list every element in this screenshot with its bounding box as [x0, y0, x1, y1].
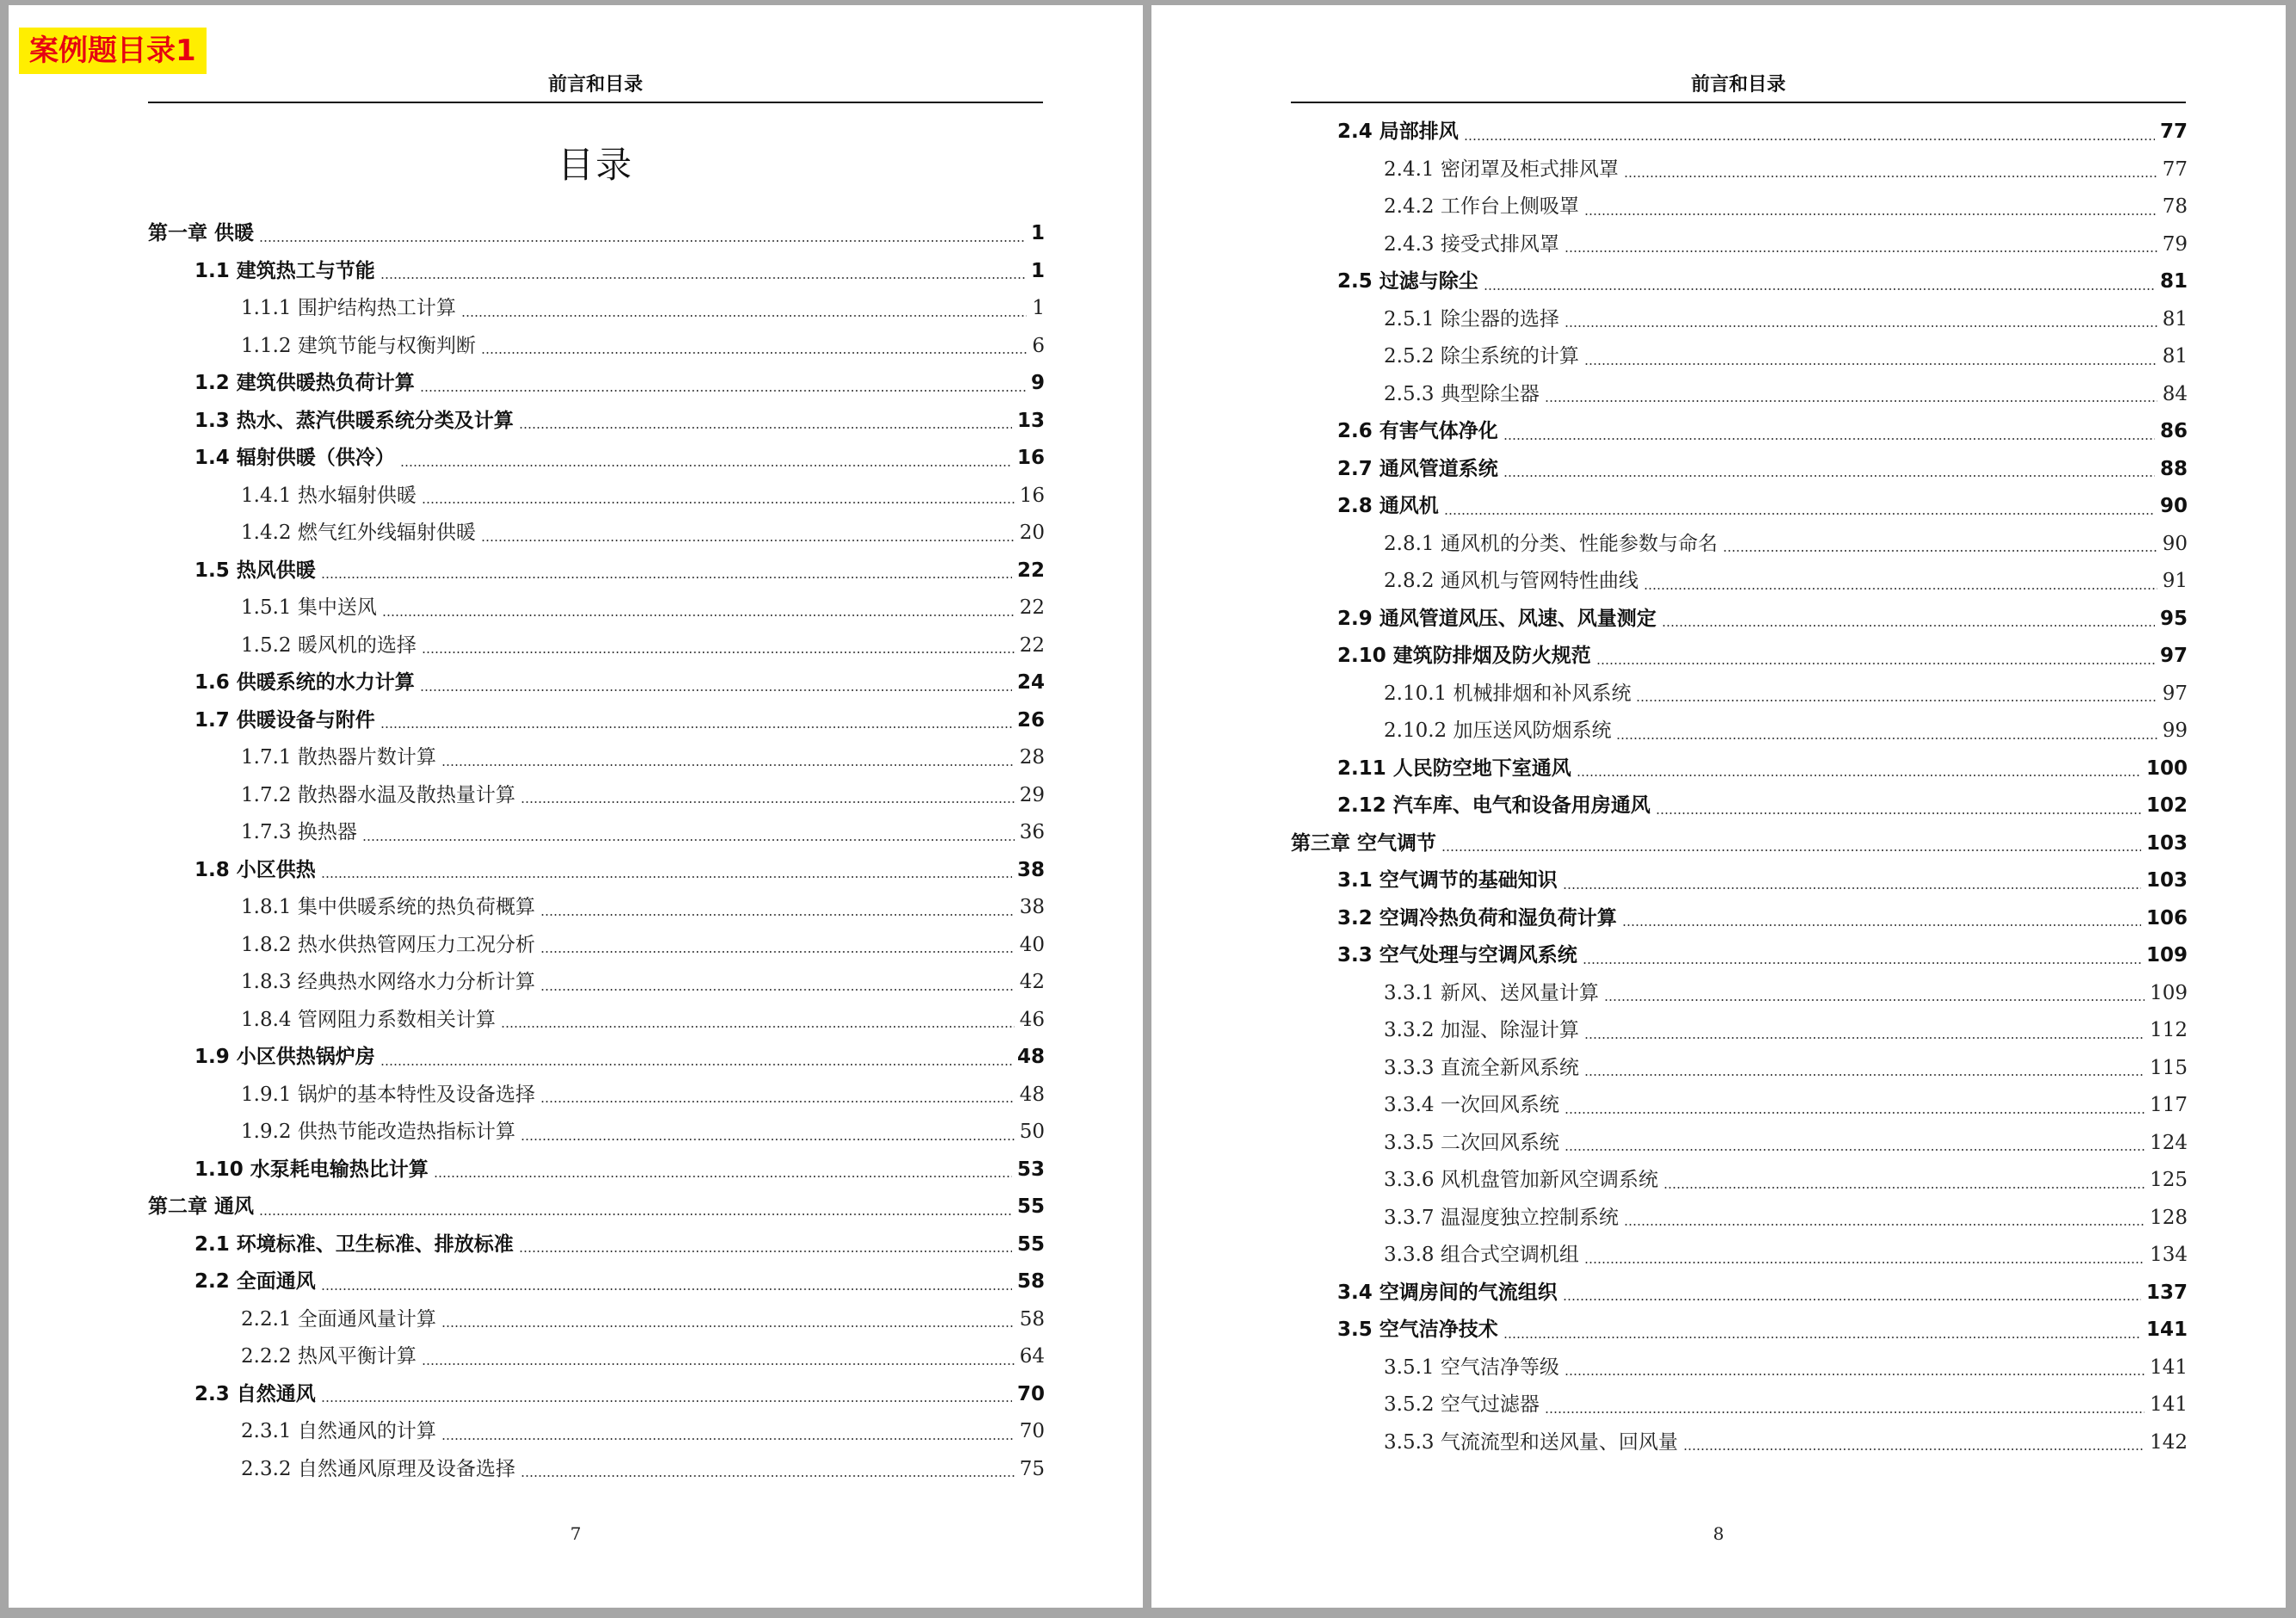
- toc-entry-label: 2.5 过滤与除尘: [1337, 270, 1478, 293]
- toc-entry-page: 117: [2150, 1094, 2188, 1116]
- dot-leader: [1622, 924, 2141, 926]
- toc-chapter-entry[interactable]: [148, 215, 1045, 253]
- toc-entry-page: 55: [1016, 1195, 1045, 1218]
- toc-entry-label: 3.3.2 加湿、除湿计算: [1384, 1019, 1579, 1041]
- toc-entry-label: 2.4.2 工作台上侧吸罩: [1384, 195, 1579, 218]
- toc-subsection-entry[interactable]: [148, 739, 1045, 777]
- dot-leader: [321, 1288, 1012, 1290]
- toc-subsection-entry[interactable]: [1291, 1162, 2188, 1200]
- toc-entry-label: 3.5 空气洁净技术: [1337, 1318, 1498, 1341]
- toc-entry-page: 77: [2162, 157, 2188, 181]
- toc-section-entry[interactable]: [1291, 937, 2188, 975]
- toc-section-entry[interactable]: [1291, 787, 2188, 825]
- dot-leader: [441, 1438, 1015, 1440]
- dot-leader: [1503, 475, 2155, 477]
- toc-section-entry[interactable]: [148, 852, 1045, 890]
- toc-entry-label: 2.3.1 自然通风的计算: [241, 1420, 436, 1442]
- toc-subsection-entry[interactable]: [148, 889, 1045, 927]
- dot-leader: [540, 914, 1015, 916]
- toc-entry-label: 3.3.5 二次回风系统: [1384, 1131, 1559, 1154]
- dot-leader: [501, 1026, 1015, 1028]
- toc-section-entry[interactable]: [148, 702, 1045, 740]
- toc-entry-label: 1.4 辐射供暖（供冷）: [194, 447, 395, 469]
- toc-subsection-entry[interactable]: [1291, 713, 2188, 750]
- toc-subsection-entry[interactable]: [1291, 1386, 2188, 1424]
- toc-subsection-entry[interactable]: [1291, 1424, 2188, 1462]
- toc-entry-label: 2.4 局部排风: [1337, 120, 1459, 143]
- toc-subsection-entry[interactable]: [148, 1002, 1045, 1040]
- toc-entry-page: 22: [1019, 633, 1045, 657]
- toc-entry-page: 109: [2150, 981, 2188, 1004]
- dot-leader: [519, 427, 1012, 429]
- toc-entry-label: 1.1 建筑热工与节能: [194, 259, 375, 282]
- toc-entry-page: 38: [1019, 896, 1045, 918]
- toc-entry-label: 1.9.1 锅炉的基本特性及设备选择: [241, 1083, 535, 1106]
- toc-entry-page: 53: [1016, 1158, 1045, 1181]
- toc-subsection-entry[interactable]: [148, 290, 1045, 328]
- dot-leader: [1636, 700, 2157, 701]
- toc-entry-label: 1.1.2 建筑节能与权衡判断: [241, 334, 476, 357]
- toc-section-entry[interactable]: [148, 664, 1045, 702]
- toc-entry-label: 1.5 热风供暖: [194, 559, 316, 582]
- dot-leader: [461, 315, 1028, 317]
- toc-section-entry[interactable]: [148, 1039, 1045, 1077]
- dot-leader: [441, 764, 1015, 766]
- dot-leader: [1565, 325, 2157, 327]
- toc-subsection-entry[interactable]: [148, 515, 1045, 553]
- dot-leader: [1503, 438, 2155, 440]
- toc-section-entry[interactable]: [1291, 900, 2188, 938]
- toc-entry-page: 77: [2159, 120, 2188, 143]
- toc-entry-page: 81: [2159, 270, 2188, 293]
- dot-leader: [1604, 999, 2145, 1001]
- toc-section-entry[interactable]: [148, 1376, 1045, 1414]
- toc-entry-page: 58: [1016, 1270, 1045, 1293]
- toc-entry-page: 141: [2150, 1356, 2188, 1379]
- toc-entry-label: 2.8.2 通风机与管网特性曲线: [1384, 570, 1639, 592]
- dot-leader: [321, 1400, 1012, 1402]
- dot-leader: [380, 277, 1026, 279]
- page-number: 7: [570, 1523, 582, 1544]
- toc-subsection-entry[interactable]: [1291, 1087, 2188, 1125]
- toc-section-entry[interactable]: [148, 1152, 1045, 1189]
- toc-entry-page: 1: [1030, 222, 1045, 244]
- dot-leader: [1584, 1037, 2145, 1039]
- toc-entry-page: 24: [1016, 671, 1045, 694]
- dot-leader: [1584, 213, 2157, 215]
- toc-section-entry[interactable]: [1291, 1312, 2188, 1349]
- header-rule: [1291, 102, 2186, 103]
- toc-title: 目录: [557, 144, 633, 186]
- toc-entry-label: 1.7.2 散热器水温及散热量计算: [241, 783, 515, 806]
- toc-entry-page: 28: [1019, 746, 1045, 769]
- toc-subsection-entry[interactable]: [1291, 188, 2188, 226]
- toc-subsection-entry[interactable]: [1291, 151, 2188, 189]
- dot-leader: [382, 614, 1015, 616]
- dot-leader: [422, 652, 1015, 653]
- dot-leader: [521, 1475, 1015, 1477]
- toc-entry-page: 29: [1019, 783, 1045, 806]
- toc-entry-page: 86: [2159, 420, 2188, 442]
- toc-entry-label: 1.8.3 经典热水网络水力分析计算: [241, 971, 535, 993]
- toc-subsection-entry[interactable]: [1291, 1349, 2188, 1387]
- toc-subsection-entry[interactable]: [148, 328, 1045, 366]
- dot-leader: [441, 1325, 1015, 1327]
- dot-leader: [1624, 176, 2157, 177]
- toc-entry-label: 2.5.2 除尘系统的计算: [1384, 345, 1579, 367]
- dot-leader: [1503, 1337, 2141, 1338]
- toc-subsection-entry[interactable]: [148, 1338, 1045, 1376]
- toc-entry-page: 16: [1019, 484, 1045, 507]
- toc-entry-page: 141: [2145, 1318, 2188, 1341]
- left-page: [9, 5, 1143, 1608]
- right-page: [1151, 5, 2286, 1608]
- toc-entry-page: 42: [1019, 971, 1045, 993]
- toc-chapter-entry[interactable]: [1291, 825, 2188, 863]
- toc-entry-page: 22: [1019, 596, 1045, 619]
- toc-entry-label: 2.4.3 接受式排风罩: [1384, 232, 1559, 256]
- toc-entry-label: 3.5.2 空气过滤器: [1384, 1393, 1540, 1416]
- toc-entry-label: 1.9.2 供热节能改造热指标计算: [241, 1121, 515, 1143]
- toc-entry-page: 50: [1019, 1121, 1045, 1143]
- dot-leader: [481, 352, 1028, 354]
- dot-leader: [1441, 849, 2141, 851]
- toc-entry-page: 20: [1019, 522, 1045, 544]
- toc-entry-page: 46: [1019, 1008, 1045, 1031]
- toc-subsection-entry[interactable]: [1291, 1200, 2188, 1238]
- toc-entry-label: 3.3.4 一次回风系统: [1384, 1094, 1559, 1116]
- toc-section-entry[interactable]: [148, 253, 1045, 291]
- toc-entry-label: 2.2.1 全面通风量计算: [241, 1307, 436, 1331]
- toc-section-entry[interactable]: [148, 365, 1045, 403]
- toc-entry-page: 125: [2150, 1169, 2188, 1191]
- toc-entry-page: 70: [1016, 1382, 1045, 1405]
- toc-entry-label: 1.5.1 集中送风: [241, 596, 377, 619]
- toc-section-entry[interactable]: [1291, 451, 2188, 489]
- dot-leader: [1583, 962, 2141, 964]
- toc-entry-page: 88: [2159, 457, 2188, 480]
- toc-entry-page: 134: [2150, 1244, 2188, 1266]
- toc-entry-label: 1.6 供暖系统的水力计算: [194, 671, 415, 694]
- toc-entry-page: 106: [2145, 906, 2188, 929]
- dot-leader: [422, 1363, 1015, 1365]
- toc-subsection-entry[interactable]: [1291, 338, 2188, 376]
- dot-leader: [1545, 400, 2157, 402]
- toc-section-entry[interactable]: [1291, 601, 2188, 639]
- toc-entry-page: 141: [2150, 1393, 2188, 1416]
- toc-entry-label: 1.8.1 集中供暖系统的热负荷概算: [241, 896, 535, 918]
- toc-section-entry[interactable]: [1291, 488, 2188, 526]
- toc-entry-label: 3.3.1 新风、送风量计算: [1384, 981, 1599, 1004]
- toc-subsection-entry[interactable]: [148, 1077, 1045, 1115]
- toc-entry-label: 1.7.3 换热器: [241, 821, 357, 843]
- toc-entry-label: 1.4.2 燃气红外线辐射供暖: [241, 522, 476, 544]
- toc-entry-page: 81: [2162, 307, 2188, 330]
- dot-leader: [521, 1139, 1015, 1140]
- toc-subsection-entry[interactable]: [148, 590, 1045, 627]
- toc-entry-label: 2.2 全面通风: [194, 1270, 316, 1293]
- dot-leader: [1577, 775, 2141, 776]
- dot-leader: [362, 839, 1015, 841]
- toc-entry-label: 2.10.1 机械排烟和补风系统: [1384, 682, 1632, 705]
- toc-subsection-entry[interactable]: [148, 1301, 1045, 1339]
- dot-leader: [1563, 887, 2141, 889]
- toc-list: [1291, 114, 2188, 1461]
- toc-entry-label: 1.7.1 散热器片数计算: [241, 746, 436, 769]
- dot-leader: [1596, 663, 2155, 664]
- dot-leader: [420, 689, 1012, 691]
- dot-leader: [1662, 625, 2155, 627]
- toc-entry-label: 2.3.2 自然通风原理及设备选择: [241, 1457, 515, 1480]
- toc-section-entry[interactable]: [148, 553, 1045, 590]
- dot-leader: [1565, 1374, 2145, 1375]
- header-rule: [148, 102, 1043, 103]
- toc-entry-label: 1.1.1 围护结构热工计算: [241, 297, 456, 319]
- toc-entry-label: 3.1 空气调节的基础知识: [1337, 869, 1558, 892]
- toc-subsection-entry[interactable]: [1291, 563, 2188, 601]
- toc-section-entry[interactable]: [1291, 750, 2188, 788]
- dot-leader: [259, 240, 1026, 242]
- toc-entry-page: 84: [2162, 382, 2188, 405]
- toc-section-entry[interactable]: [148, 403, 1045, 441]
- dot-leader: [1723, 550, 2157, 552]
- toc-entry-label: 1.4.1 热水辐射供暖: [241, 484, 417, 507]
- toc-entry-page: 91: [2162, 570, 2188, 592]
- dot-leader: [380, 1064, 1012, 1065]
- toc-entry-label: 2.4.1 密闭罩及柜式排风罩: [1384, 157, 1619, 181]
- toc-entry-page: 102: [2145, 794, 2188, 817]
- toc-entry-label: 2.9 通风管道风压、风速、风量测定: [1337, 607, 1657, 630]
- toc-entry-label: 1.10 水泵耗电输热比计算: [194, 1158, 429, 1181]
- toc-entry-page: 124: [2150, 1131, 2188, 1154]
- toc-subsection-entry[interactable]: [1291, 301, 2188, 339]
- toc-section-entry[interactable]: [1291, 114, 2188, 151]
- toc-entry-page: 13: [1016, 409, 1045, 432]
- toc-entry-page: 78: [2162, 195, 2188, 218]
- toc-entry-label: 3.2 空调冷热负荷和湿负荷计算: [1337, 906, 1617, 929]
- dot-leader: [1565, 1112, 2145, 1114]
- toc-entry-page: 115: [2150, 1056, 2188, 1079]
- toc-entry-label: 2.10.2 加压送风防烟系统: [1384, 719, 1612, 742]
- dot-leader: [481, 540, 1015, 541]
- toc-section-entry[interactable]: [1291, 862, 2188, 900]
- dot-leader: [1584, 1074, 2145, 1076]
- dot-leader: [321, 577, 1012, 578]
- toc-entry-label: 2.6 有害气体净化: [1337, 420, 1498, 442]
- toc-subsection-entry[interactable]: [148, 777, 1045, 815]
- dot-leader: [1644, 588, 2157, 590]
- toc-subsection-entry[interactable]: [148, 964, 1045, 1002]
- toc-entry-page: 36: [1019, 821, 1045, 843]
- toc-subsection-entry[interactable]: [1291, 1012, 2188, 1050]
- toc-entry-page: 9: [1030, 372, 1045, 394]
- toc-entry-label: 2.5.1 除尘器的选择: [1384, 307, 1559, 330]
- toc-entry-label: 第一章 供暖: [148, 222, 255, 244]
- toc-entry-page: 81: [2162, 345, 2188, 367]
- toc-entry-label: 1.3 热水、蒸汽供暖系统分类及计算: [194, 409, 514, 432]
- toc-entry-page: 26: [1016, 708, 1045, 732]
- toc-entry-label: 1.7 供暖设备与附件: [194, 708, 375, 732]
- toc-entry-page: 112: [2150, 1019, 2188, 1041]
- toc-entry-label: 1.8 小区供热: [194, 858, 316, 881]
- dot-leader: [434, 1176, 1012, 1177]
- toc-entry-page: 95: [2159, 607, 2188, 630]
- toc-section-entry[interactable]: [1291, 1275, 2188, 1312]
- dot-leader: [540, 989, 1015, 991]
- toc-list: [148, 215, 1045, 1488]
- toc-entry-label: 2.3 自然通风: [194, 1382, 316, 1405]
- toc-subsection-entry[interactable]: [1291, 1050, 2188, 1088]
- toc-entry-label: 1.2 建筑供暖热负荷计算: [194, 372, 415, 394]
- toc-entry-label: 2.10 建筑防排烟及防火规范: [1337, 645, 1591, 667]
- toc-subsection-entry[interactable]: [148, 478, 1045, 516]
- toc-entry-label: 1.5.2 暖风机的选择: [241, 633, 417, 657]
- page-number: 8: [1713, 1523, 1725, 1544]
- dot-leader: [1663, 1187, 2145, 1189]
- toc-entry-label: 2.8.1 通风机的分类、性能参数与命名: [1384, 532, 1718, 555]
- toc-entry-label: 2.1 环境标准、卫生标准、排放标准: [194, 1232, 514, 1256]
- toc-entry-page: 109: [2145, 944, 2188, 966]
- toc-entry-page: 137: [2145, 1281, 2188, 1304]
- dot-leader: [1444, 513, 2155, 515]
- toc-entry-label: 1.8.2 热水供热管网压力工况分析: [241, 933, 535, 956]
- dot-leader: [1584, 363, 2157, 365]
- toc-subsection-entry[interactable]: [1291, 526, 2188, 564]
- toc-entry-page: 90: [2162, 532, 2188, 555]
- toc-entry-label: 1.9 小区供热锅炉房: [194, 1046, 375, 1068]
- dot-leader: [1616, 738, 2157, 739]
- toc-subsection-entry[interactable]: [1291, 1125, 2188, 1163]
- dot-leader: [540, 951, 1015, 953]
- toc-subsection-entry[interactable]: [148, 1114, 1045, 1152]
- toc-section-entry[interactable]: [1291, 413, 2188, 451]
- dot-leader: [1563, 1299, 2141, 1300]
- toc-entry-label: 1.8.4 管网阻力系数相关计算: [241, 1008, 496, 1031]
- toc-entry-label: 3.3.3 直流全新风系统: [1384, 1056, 1579, 1079]
- toc-entry-page: 1: [1032, 297, 1045, 319]
- toc-entry-label: 3.3.8 组合式空调机组: [1384, 1244, 1579, 1266]
- toc-entry-page: 6: [1032, 334, 1045, 357]
- toc-entry-page: 40: [1019, 933, 1045, 956]
- toc-subsection-entry[interactable]: [148, 814, 1045, 852]
- toc-entry-label: 2.11 人民防空地下室通风: [1337, 757, 1571, 780]
- case-index-badge: 案例题目录1: [19, 28, 207, 74]
- toc-entry-page: 79: [2162, 232, 2188, 256]
- toc-entry-label: 3.5.1 空气洁净等级: [1384, 1356, 1559, 1379]
- toc-entry-page: 99: [2162, 719, 2188, 742]
- dot-leader: [521, 801, 1015, 803]
- toc-section-entry[interactable]: [148, 1226, 1045, 1264]
- toc-subsection-entry[interactable]: [1291, 376, 2188, 414]
- dot-leader: [1484, 288, 2155, 290]
- toc-section-entry[interactable]: [148, 440, 1045, 478]
- dot-leader: [1624, 1224, 2145, 1226]
- dot-leader: [1683, 1448, 2145, 1450]
- dot-leader: [1565, 250, 2157, 252]
- toc-entry-page: 64: [1019, 1345, 1045, 1368]
- toc-entry-page: 48: [1016, 1046, 1045, 1068]
- dot-leader: [1545, 1411, 2145, 1413]
- toc-subsection-entry[interactable]: [148, 1451, 1045, 1489]
- toc-entry-label: 3.3 空气处理与空调风系统: [1337, 944, 1577, 966]
- toc-entry-label: 2.2.2 热风平衡计算: [241, 1345, 417, 1368]
- dot-leader: [321, 876, 1012, 878]
- toc-entry-label: 3.3.6 风机盘管加新风空调系统: [1384, 1169, 1658, 1191]
- toc-entry-page: 16: [1016, 447, 1045, 469]
- toc-section-entry[interactable]: [1291, 263, 2188, 301]
- toc-subsection-entry[interactable]: [148, 627, 1045, 665]
- toc-subsection-entry[interactable]: [148, 1413, 1045, 1451]
- dot-leader: [259, 1214, 1012, 1215]
- toc-subsection-entry[interactable]: [1291, 226, 2188, 264]
- dot-leader: [400, 465, 1012, 466]
- toc-section-entry[interactable]: [1291, 638, 2188, 676]
- running-head: 前言和目录: [547, 74, 643, 96]
- toc-entry-page: 97: [2159, 645, 2188, 667]
- toc-entry-page: 38: [1016, 858, 1045, 881]
- dot-leader: [422, 502, 1015, 503]
- toc-entry-label: 3.5.3 气流流型和送风量、回风量: [1384, 1430, 1678, 1454]
- toc-entry-label: 2.8 通风机: [1337, 495, 1439, 517]
- toc-entry-label: 第三章 空气调节: [1291, 831, 1437, 855]
- dot-leader: [1565, 1149, 2145, 1151]
- toc-chapter-entry[interactable]: [148, 1189, 1045, 1226]
- toc-entry-page: 70: [1019, 1420, 1045, 1442]
- toc-entry-page: 58: [1019, 1307, 1045, 1331]
- toc-entry-label: 3.4 空调房间的气流组织: [1337, 1281, 1558, 1304]
- dot-leader: [540, 1101, 1015, 1102]
- dot-leader: [1656, 812, 2141, 814]
- toc-entry-page: 100: [2145, 757, 2188, 780]
- toc-entry-page: 75: [1019, 1457, 1045, 1480]
- toc-entry-page: 142: [2150, 1430, 2188, 1454]
- toc-entry-label: 3.3.7 温湿度独立控制系统: [1384, 1206, 1619, 1229]
- toc-entry-page: 90: [2159, 495, 2188, 517]
- toc-entry-label: 2.12 汽车库、电气和设备用房通风: [1337, 794, 1651, 817]
- toc-entry-page: 22: [1016, 559, 1045, 582]
- toc-entry-label: 2.7 通风管道系统: [1337, 457, 1498, 480]
- toc-entry-label: 第二章 通风: [148, 1195, 255, 1218]
- toc-entry-page: 128: [2150, 1206, 2188, 1229]
- running-head: 前言和目录: [1690, 74, 1786, 96]
- dot-leader: [1464, 139, 2155, 140]
- toc-subsection-entry[interactable]: [148, 927, 1045, 965]
- dot-leader: [1584, 1262, 2145, 1263]
- toc-section-entry[interactable]: [148, 1263, 1045, 1301]
- toc-entry-page: 103: [2145, 869, 2188, 892]
- dot-leader: [420, 390, 1026, 392]
- toc-subsection-entry[interactable]: [1291, 676, 2188, 713]
- toc-entry-page: 103: [2145, 831, 2188, 855]
- toc-entry-page: 48: [1019, 1083, 1045, 1106]
- dot-leader: [380, 726, 1012, 728]
- toc-entry-page: 55: [1016, 1232, 1045, 1256]
- toc-subsection-entry[interactable]: [1291, 1237, 2188, 1275]
- dot-leader: [519, 1251, 1012, 1252]
- toc-entry-page: 1: [1030, 259, 1045, 282]
- toc-entry-label: 2.5.3 典型除尘器: [1384, 382, 1540, 405]
- toc-subsection-entry[interactable]: [1291, 975, 2188, 1013]
- toc-entry-page: 97: [2162, 682, 2188, 705]
